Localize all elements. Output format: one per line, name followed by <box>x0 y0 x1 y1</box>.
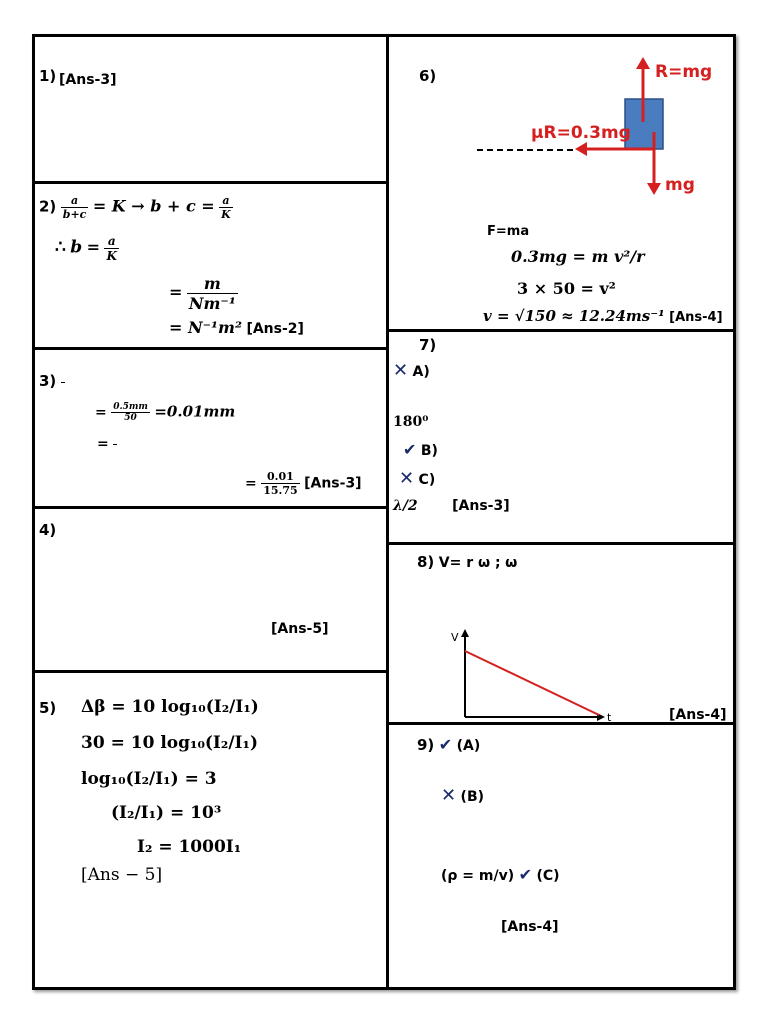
q4-number: 4) <box>39 521 57 539</box>
cross-mark-icon: ✕ <box>399 468 415 489</box>
reaction-arrowhead <box>636 57 650 69</box>
q5-number: 5) <box>39 699 57 717</box>
q2-frac-a2: a <box>219 194 233 208</box>
q7-answer: [Ans-3] <box>452 498 510 514</box>
q2-frac-k: K <box>221 208 231 221</box>
axis-v-label: V <box>451 631 459 644</box>
cross-mark-icon: ✕ <box>393 360 409 381</box>
q3-frac4-top: 0.01 <box>261 470 299 484</box>
q2-answer: [Ans-2] <box>246 321 304 337</box>
label-friction: μR=0.3mg <box>531 123 631 143</box>
q3-answer: [Ans-3] <box>304 475 362 492</box>
q9-b-label: (B) <box>460 789 485 805</box>
q2-therefore: ∴ <box>55 237 66 258</box>
q7-c-lambda: λ/2 <box>393 498 418 514</box>
q6-eq3: v = √150 ≈ 12.24ms⁻¹ <box>483 307 665 325</box>
question-4 <box>35 509 386 673</box>
q6-number: 6) <box>419 67 437 85</box>
q6-eq2: 3 × 50 = v² <box>517 279 616 298</box>
check-mark-icon: ✔ <box>403 440 417 459</box>
left-column <box>35 37 389 987</box>
v-t-line <box>465 651 599 715</box>
q7-a-label: A) <box>412 364 430 380</box>
q2-frac-a: a <box>61 194 89 208</box>
q2-frac-bc: b+c <box>62 208 87 221</box>
weight-arrowhead <box>647 183 661 195</box>
q3-frac3-top <box>113 444 117 445</box>
q5-line1: Δβ = 10 log₁₀(I₂/I₁) <box>81 697 259 717</box>
q7-b-label: B) <box>420 443 438 459</box>
q8-formula: V= r ω ; <box>438 555 501 571</box>
cross-mark-icon: ✕ <box>441 785 457 806</box>
question-7 <box>389 332 733 545</box>
question-6 <box>389 37 733 332</box>
check-mark-icon: ✔ <box>518 865 532 884</box>
question-2: 2) $\frac{a}{b+c}$ = K → b + c = $\frac{a}{K}$ ∴ b = $\frac{a}{K}$ = $\frac{m}{\text{Nm⁻¹}}$ = N⁻¹m² [Ans-2] <box>35 184 386 350</box>
v-axis-arrowhead <box>461 629 469 637</box>
question-3: 3) = $\frac{0.5mm}{50}$ =0.01mm = = $\frac{0.01}{15.75}$ [Ans-3] <box>35 350 386 509</box>
question-9 <box>389 725 733 993</box>
q9-answer: [Ans-4] <box>501 919 559 935</box>
q5-line2: 30 = 10 log₁₀(I₂/I₁) <box>81 733 258 753</box>
q3-number: 3) <box>39 372 57 390</box>
q5-line3: log₁₀(I₂/I₁) = 3 <box>81 769 217 789</box>
friction-arrowhead <box>575 142 587 156</box>
q3-frac1-top <box>61 382 65 383</box>
q7-number: 7) <box>419 336 437 354</box>
q2-frac2-top: a <box>104 234 118 249</box>
question-5 <box>35 673 386 993</box>
q3-result: =0.01mm <box>154 402 236 421</box>
q3-frac4-bottom: 15.75 <box>263 484 298 497</box>
q2-b: b <box>70 237 83 258</box>
q4-answer: [Ans-5] <box>271 621 329 637</box>
q1-number: 1) <box>39 67 57 85</box>
q8-omega: ω <box>505 555 518 571</box>
q3-frac2-bottom: 50 <box>124 413 137 423</box>
axis-t-label: t <box>607 711 612 724</box>
q2-frac3-top: m <box>187 274 238 294</box>
q7-c-label: C) <box>418 472 436 488</box>
q9-rho: (ρ = m/v) <box>441 868 515 884</box>
q2-eq1-mid: = K → b + c = <box>92 196 215 216</box>
label-R: R=mg <box>655 62 713 82</box>
q7-a-deg: 180⁰ <box>393 414 429 430</box>
q2-number: 2) <box>39 197 57 216</box>
answer-sheet <box>32 34 736 990</box>
q9-a-label: (A) <box>456 738 481 754</box>
right-column <box>389 37 733 987</box>
q1-answer: [Ans-3] <box>59 72 117 88</box>
question-1 <box>35 37 386 184</box>
q6-caption: F=ma <box>487 224 530 239</box>
label-mg: mg <box>665 175 695 195</box>
velocity-time-graph <box>449 627 649 727</box>
q3-frac2-top: 0.5mm <box>113 402 148 412</box>
q9-number: 9) <box>417 736 435 754</box>
q8-number: 8) <box>417 553 435 571</box>
q5-answer: [Ans − 5] <box>81 865 163 885</box>
q2-frac3-bottom: Nm⁻¹ <box>188 294 236 313</box>
q6-answer: [Ans-4] <box>669 310 723 325</box>
q6-eq1: 0.3mg = m v²/r <box>511 247 645 266</box>
q8-answer: [Ans-4] <box>669 707 727 723</box>
q9-c-label: (C) <box>536 868 560 884</box>
q5-line4: (I₂/I₁) = 10³ <box>111 803 222 823</box>
q2-frac2-bottom: K <box>106 249 117 263</box>
question-8 <box>389 545 733 725</box>
q2-eq4: = N⁻¹m² <box>169 318 242 337</box>
check-mark-icon: ✔ <box>438 735 453 754</box>
q5-line5: I₂ = 1000I₁ <box>137 837 242 857</box>
